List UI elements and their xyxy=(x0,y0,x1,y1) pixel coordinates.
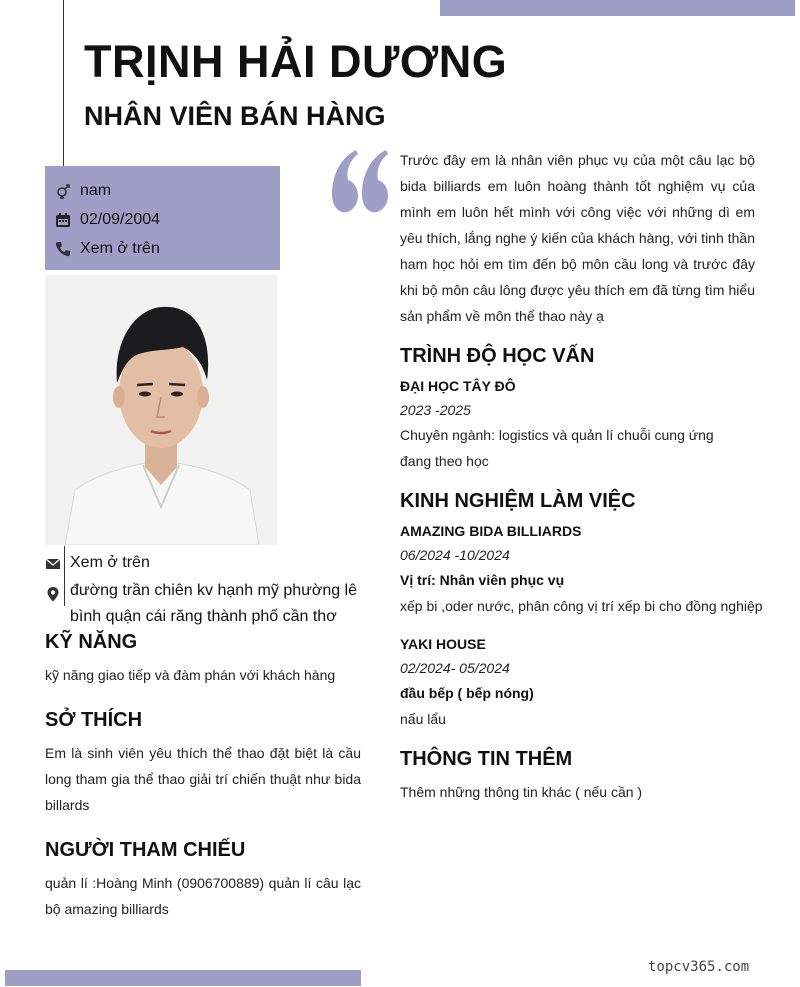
job-description: xếp bi ,oder nước, phân công vị trí xếp bi cho đồng nghiệp xyxy=(400,598,763,614)
email-value: Xem ở trên xyxy=(70,554,150,571)
address-row xyxy=(45,582,357,630)
education-period: 2023 -2025 xyxy=(400,402,471,418)
phone-value: Xem ở trên xyxy=(80,240,160,257)
objective-text: Trước đây em là nhân viên phục vụ của một câu lạc bộ bida billiards em luôn hoàng thành tốt nghiệm vụ của mình em luôn hết mình với công việc với những dì em yêu thích, lắng nghe ý kiến của khách hàng, với tinh thần ham học hỏi em tìm đến bộ môn cầu long và trước đây khi bộ môn câu lông được yêu thích em đã từng tìm hiểu sản phẩm về môn thể thao này ạ xyxy=(400,152,755,324)
skills-text: kỹ năng giao tiếp và đàm phán với khách hàng xyxy=(45,667,336,683)
location-pin-icon xyxy=(45,586,61,602)
experience-title: KINH NGHIỆM LÀM VIỆC xyxy=(400,490,636,512)
references-title: NGƯỜI THAM CHIẾU xyxy=(45,839,246,861)
job-company: YAKI HOUSE xyxy=(400,636,486,652)
additional-info-text: Thêm những thông tin khác ( nếu cần ) xyxy=(400,784,643,800)
header-divider-line xyxy=(63,0,64,166)
hobbies-title: SỞ THÍCH xyxy=(45,709,143,731)
quote-icon xyxy=(328,148,392,221)
education-title: TRÌNH ĐỘ HỌC VẤN xyxy=(400,345,595,367)
phone-row xyxy=(55,240,160,258)
address-line-1: đường trần chiên kv hạnh mỹ phường lê xyxy=(70,582,358,599)
phone-icon xyxy=(55,241,71,257)
job-period: 06/2024 -10/2024 xyxy=(400,547,510,563)
job-company: AMAZING BIDA BILLIARDS xyxy=(400,523,582,539)
references-text: quản lí :Hoàng Minh (0906700889) quản lí câu lạc bộ amazing billiards xyxy=(45,875,361,917)
gender-icon xyxy=(55,183,71,199)
job-description: nấu lẩu xyxy=(400,711,446,727)
top-accent-bar xyxy=(440,0,795,16)
education-status: đang theo học xyxy=(400,453,489,469)
profile-photo xyxy=(45,275,277,545)
job-title: NHÂN VIÊN BÁN HÀNG xyxy=(84,101,386,131)
job-position: đầu bếp ( bếp nóng) xyxy=(400,685,534,701)
calendar-icon xyxy=(55,212,71,228)
additional-info-title: THÔNG TIN THÊM xyxy=(400,748,573,770)
birthday-value: 02/09/2004 xyxy=(80,211,161,228)
skills-title: KỸ NĂNG xyxy=(45,631,138,653)
personal-info-box xyxy=(45,166,280,270)
bottom-accent-bar xyxy=(5,970,361,986)
gender-value: nam xyxy=(80,182,112,199)
envelope-icon xyxy=(45,556,61,572)
site-watermark: topcv365.com xyxy=(648,959,750,975)
job-period: 02/2024- 05/2024 xyxy=(400,660,510,676)
education-major: Chuyên ngành: logistics và quản lí chuỗi cung ứng xyxy=(400,427,714,443)
address-line-2: bình quận cái răng thành phố cần thơ xyxy=(70,608,337,625)
candidate-name: TRỊNH HẢI DƯƠNG xyxy=(84,36,508,87)
email-row xyxy=(45,554,150,572)
gender-row xyxy=(55,182,111,200)
job-position: Vị trí: Nhân viên phục vụ xyxy=(400,572,565,588)
education-school: ĐẠI HỌC TÂY ĐÔ xyxy=(400,378,516,394)
birthday-row xyxy=(55,211,160,229)
hobbies-text: Em là sinh viên yêu thích thể thao đặt biệt là cầu long tham gia thể thao giải trí chiến thuật như bida billards xyxy=(45,745,361,813)
